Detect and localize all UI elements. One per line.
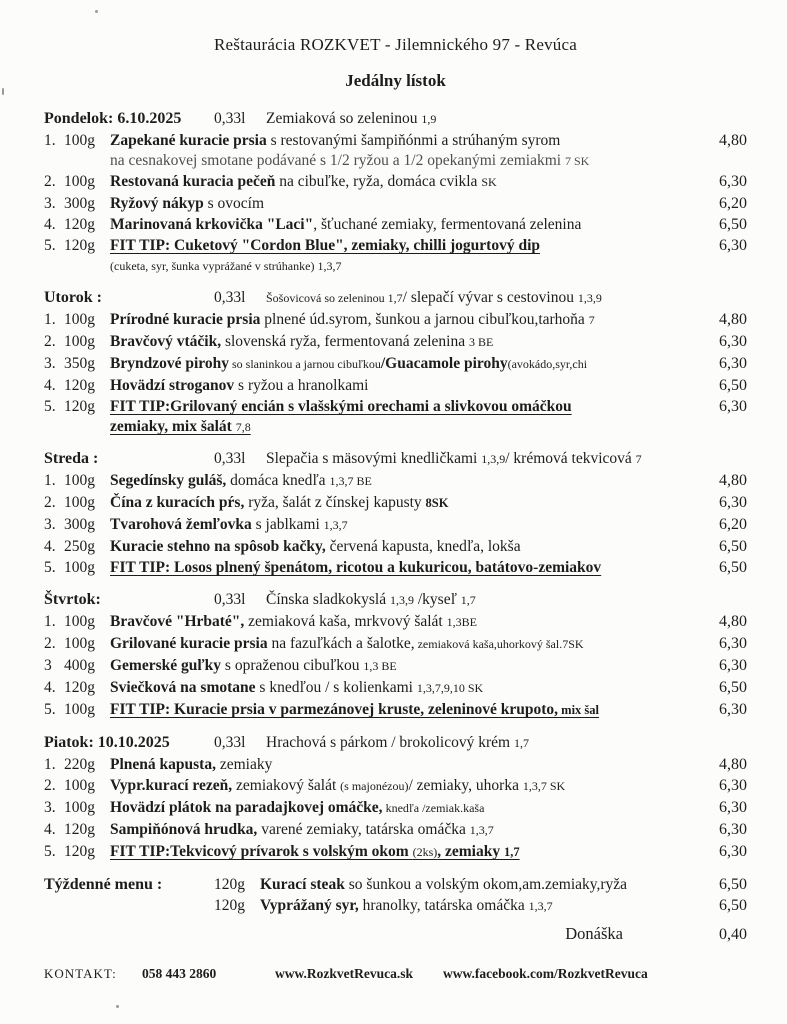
text-segment: 1,3,7 bbox=[323, 518, 348, 532]
text-segment: knedľa /zemiak.kaša bbox=[382, 801, 485, 815]
menu-item-row bbox=[44, 214, 747, 235]
text-segment: zemiaková kaša,uhorkový šal.7SK bbox=[414, 637, 584, 651]
item-number: 2. bbox=[44, 333, 56, 350]
item-number: 1. bbox=[44, 132, 56, 149]
item-price: 6,30 bbox=[719, 821, 747, 838]
text-segment: Slepačia s mäsovými knedličkami bbox=[266, 450, 482, 467]
soup-volume: 0,33l bbox=[214, 734, 246, 751]
text-segment: (2ks) bbox=[412, 845, 438, 859]
contact-website: www.RozkvetRevuca.sk bbox=[275, 966, 413, 981]
day-header bbox=[44, 732, 747, 754]
item-weight: 120g bbox=[64, 377, 95, 394]
item-price: 6,30 bbox=[719, 799, 747, 816]
day-date: 10.10.2025 bbox=[93, 734, 170, 751]
text-segment: s ovocím bbox=[203, 195, 265, 212]
item-number: 3 bbox=[44, 657, 52, 674]
text-segment: domáca knedľa bbox=[226, 472, 330, 489]
item-weight: 100g bbox=[64, 701, 95, 718]
item-price: 6,30 bbox=[719, 398, 747, 415]
item-number: 3. bbox=[44, 516, 56, 533]
text-segment: 1,7 bbox=[460, 593, 476, 607]
text-segment: na fazuľkách a šalotke, bbox=[267, 635, 415, 652]
text-segment: 1,3,7 BE bbox=[329, 474, 372, 488]
item-weight: 120g bbox=[214, 897, 245, 914]
item-weight: 350g bbox=[64, 355, 95, 372]
delivery-row bbox=[44, 923, 747, 945]
text-segment: Bravčový vtáčik, bbox=[110, 333, 222, 350]
text-segment: červená kapusta, knedľa, lokša bbox=[325, 538, 521, 555]
item-weight: 120g bbox=[64, 237, 95, 254]
day-header bbox=[44, 108, 747, 130]
menu-item-row bbox=[44, 819, 747, 841]
item-number: 4. bbox=[44, 538, 56, 555]
item-dish bbox=[110, 470, 701, 492]
weekly-menu bbox=[44, 874, 747, 917]
text-segment: zemiaky bbox=[215, 756, 273, 773]
menu-item-row bbox=[44, 171, 747, 193]
item-weight: 220g bbox=[64, 756, 95, 773]
text-segment: hranolky, tatárska omáčka bbox=[358, 897, 529, 914]
item-price: 6,30 bbox=[719, 657, 747, 674]
item-weight: 250g bbox=[64, 538, 95, 555]
day-soup bbox=[266, 448, 747, 470]
menu-item-row bbox=[44, 492, 747, 514]
item-price: 6,50 bbox=[719, 216, 747, 233]
menu-item-row bbox=[44, 309, 747, 331]
item-number: 4. bbox=[44, 679, 56, 696]
text-segment: 7 SK bbox=[564, 154, 590, 168]
underlined-text bbox=[110, 418, 251, 435]
item-number: 2. bbox=[44, 635, 56, 652]
text-segment: Hovädzí plátok na paradajkovej omáčke, bbox=[110, 799, 383, 816]
text-segment: 7 bbox=[588, 313, 595, 327]
day-name: Streda : bbox=[44, 450, 99, 467]
item-dish bbox=[110, 331, 701, 353]
text-segment: Gemerské guľky bbox=[110, 657, 222, 674]
item-dish bbox=[110, 611, 701, 633]
item-dish bbox=[110, 130, 701, 151]
item-price: 4,80 bbox=[719, 613, 747, 630]
subline-text bbox=[110, 256, 747, 276]
menu-item-row bbox=[44, 396, 747, 417]
text-segment: so slaninkou a jarnou cibuľkou bbox=[229, 357, 381, 371]
menu-item-row bbox=[44, 470, 747, 492]
menu-item-row bbox=[44, 633, 747, 655]
text-segment: 1,9 bbox=[421, 112, 437, 126]
item-price: 6,50 bbox=[719, 876, 747, 893]
day-header bbox=[44, 589, 747, 611]
text-segment: Sampiňónová hrudka, bbox=[110, 821, 258, 838]
menu-item-row bbox=[44, 235, 747, 256]
text-segment: na cesnakovej smotane podávané s 1/2 ryžou a 1/2 opekanými zemiakmi bbox=[110, 152, 565, 169]
contact-phone: 058 443 2860 bbox=[142, 966, 217, 981]
day-soup bbox=[266, 287, 747, 309]
text-segment: Hovädzí stroganov bbox=[110, 377, 235, 394]
item-weight: 400g bbox=[64, 657, 95, 674]
text-segment: Bravčové "Hrbaté", bbox=[110, 613, 245, 630]
item-dish bbox=[110, 171, 701, 193]
item-number: 3. bbox=[44, 355, 56, 372]
text-segment: s restovanými šampiňónmi a strúhaným syrom bbox=[266, 132, 561, 149]
underlined-text bbox=[110, 559, 601, 576]
item-dish bbox=[110, 309, 701, 331]
item-price: 6,30 bbox=[719, 355, 747, 372]
item-price: 6,30 bbox=[719, 701, 747, 718]
scan-artifact bbox=[2, 88, 4, 95]
text-segment: s knedľou / s kolienkami bbox=[255, 679, 417, 696]
item-price: 6,30 bbox=[719, 333, 747, 350]
text-segment: Marinovaná krkovička "Laci" bbox=[110, 216, 314, 233]
day-section bbox=[44, 287, 747, 437]
menu-item-row bbox=[44, 331, 747, 353]
item-dish bbox=[260, 874, 701, 895]
item-weight: 120g bbox=[64, 821, 95, 838]
contact-row bbox=[44, 965, 747, 983]
day-name-date bbox=[44, 589, 214, 610]
day-section bbox=[44, 589, 747, 721]
item-weight: 120g bbox=[64, 216, 95, 233]
item-number: 4. bbox=[44, 377, 56, 394]
text-segment: 1,3,9 bbox=[390, 593, 414, 607]
menu-item-row bbox=[44, 514, 747, 536]
item-dish bbox=[110, 699, 701, 721]
text-segment: 3 BE bbox=[468, 335, 494, 349]
subline-text bbox=[110, 151, 747, 171]
item-dish bbox=[110, 536, 701, 557]
item-number: 5. bbox=[44, 237, 56, 254]
text-segment: zemiaky, mix šalát bbox=[110, 418, 236, 435]
item-price: 6,20 bbox=[719, 195, 747, 212]
text-segment: so šunkou a volským okom,am.zemiaky,ryža bbox=[344, 876, 628, 893]
item-dish bbox=[110, 396, 701, 417]
text-segment: FIT TIP: Losos plnený špenátom, ricotou a kukuricou, batátovo-zemiakov bbox=[110, 559, 602, 576]
text-segment: slovenská ryža, fermentovaná zelenina bbox=[221, 333, 469, 350]
item-number: 2. bbox=[44, 777, 56, 794]
text-segment: 1,7 bbox=[504, 845, 520, 859]
day-name-date bbox=[44, 108, 214, 129]
underlined-text bbox=[110, 398, 572, 415]
text-segment: s ryžou a hranolkami bbox=[234, 377, 369, 394]
item-price: 6,50 bbox=[719, 559, 747, 576]
menu-item-row bbox=[44, 193, 747, 214]
item-weight: 100g bbox=[64, 635, 95, 652]
text-segment: varené zemiaky, tatárska omáčka bbox=[257, 821, 470, 838]
soup-volume: 0,33l bbox=[214, 289, 246, 306]
item-price: 4,80 bbox=[719, 472, 747, 489]
item-price: 6,30 bbox=[719, 777, 747, 794]
day-name-date bbox=[44, 732, 214, 753]
item-weight: 120g bbox=[64, 843, 95, 860]
text-segment: plnené úd.syrom, šunkou a jarnou cibuľkou,tarhoňa bbox=[260, 311, 589, 328]
item-price: 6,50 bbox=[719, 897, 747, 914]
item-price: 6,50 bbox=[719, 377, 747, 394]
text-segment: Grilované kuracie prsia bbox=[110, 635, 268, 652]
menu-item-row bbox=[44, 353, 747, 375]
text-segment: Zemiaková so zeleninou bbox=[266, 110, 422, 127]
text-segment: (avokádo,syr,chi bbox=[507, 357, 588, 371]
item-dish bbox=[110, 235, 701, 256]
item-number: 1. bbox=[44, 311, 56, 328]
item-dish bbox=[110, 353, 701, 375]
text-segment: zemiakový šalát bbox=[232, 777, 341, 794]
text-segment: mix šal bbox=[558, 703, 600, 717]
text-segment: ryža, šalát z čínskej kapusty bbox=[244, 494, 426, 511]
text-segment: Vyprážaný syr, bbox=[260, 897, 359, 914]
delivery-price: 0,40 bbox=[719, 926, 747, 943]
menu-item-row bbox=[44, 375, 747, 396]
day-soup bbox=[266, 732, 747, 754]
restaurant-title: Reštaurácia ROZKVET - Jilemnického 97 - Revúca bbox=[214, 35, 577, 54]
weekly-menu-row bbox=[44, 895, 747, 917]
item-price: 4,80 bbox=[719, 311, 747, 328]
menu-item-row bbox=[44, 775, 747, 797]
item-number: 3. bbox=[44, 195, 56, 212]
item-price: 6,50 bbox=[719, 538, 747, 555]
menu-item-row bbox=[44, 699, 747, 721]
day-name-date bbox=[44, 287, 214, 308]
item-weight: 100g bbox=[64, 613, 95, 630]
item-weight: 100g bbox=[64, 494, 95, 511]
menu-item-row bbox=[44, 130, 747, 151]
text-segment: Čína z kuracích pŕs, bbox=[110, 494, 245, 511]
text-segment: Prírodné kuracie prsia bbox=[110, 311, 261, 328]
item-dish bbox=[110, 514, 701, 536]
text-segment: s jablkami bbox=[251, 516, 324, 533]
item-weight: 300g bbox=[64, 195, 95, 212]
item-price: 6,30 bbox=[719, 843, 747, 860]
weekly-menu-label: Týždenné menu : bbox=[44, 876, 163, 893]
item-dish bbox=[110, 655, 701, 677]
item-number: 3. bbox=[44, 799, 56, 816]
item-price: 6,20 bbox=[719, 516, 747, 533]
item-dish bbox=[110, 677, 701, 699]
item-weight: 300g bbox=[64, 516, 95, 533]
text-segment: Bryndzové pirohy bbox=[110, 355, 229, 372]
item-weight: 100g bbox=[64, 472, 95, 489]
day-name-date bbox=[44, 448, 214, 469]
text-segment: 1,7 bbox=[513, 736, 529, 750]
text-segment: Restovaná kuracia pečeň bbox=[110, 173, 276, 190]
item-weight: 120g bbox=[214, 876, 245, 893]
day-soup bbox=[266, 589, 747, 611]
item-price: 6,30 bbox=[719, 494, 747, 511]
menu-item-row bbox=[44, 611, 747, 633]
item-dish bbox=[110, 557, 701, 578]
menu-item-row bbox=[44, 677, 747, 699]
item-number: 5. bbox=[44, 843, 56, 860]
item-price: 6,30 bbox=[719, 173, 747, 190]
item-dish bbox=[110, 193, 701, 214]
menu-item-row bbox=[44, 655, 747, 677]
underlined-text bbox=[110, 237, 540, 254]
soup-volume: 0,33l bbox=[214, 591, 246, 608]
item-number: 5. bbox=[44, 559, 56, 576]
delivery-label: Donáška bbox=[565, 924, 623, 943]
item-dish bbox=[110, 819, 701, 841]
day-date: 6.10.2025 bbox=[113, 110, 182, 127]
item-dish bbox=[110, 492, 701, 514]
item-weight: 100g bbox=[64, 777, 95, 794]
text-segment: 1,3,9 bbox=[481, 452, 506, 466]
item-price: 6,50 bbox=[719, 679, 747, 696]
item-number: 1. bbox=[44, 613, 56, 630]
text-segment: Tvarohová žemľovka bbox=[110, 516, 252, 533]
item-number: 4. bbox=[44, 821, 56, 838]
text-segment: , zemiaky bbox=[437, 843, 504, 860]
item-dish bbox=[110, 775, 701, 797]
text-segment: /kyseľ bbox=[414, 591, 461, 608]
item-weight: 100g bbox=[64, 559, 95, 576]
text-segment: 1,3 BE bbox=[363, 659, 397, 673]
text-segment: / krémová tekvicová bbox=[505, 450, 636, 467]
text-segment: FIT TIP: Kuracie prsia v parmezánovej kruste, zeleninové krupoto, bbox=[110, 701, 559, 718]
text-segment: Kuracie stehno na spôsob kačky, bbox=[110, 538, 326, 555]
day-name: Utorok : bbox=[44, 289, 102, 306]
text-segment: Kurací steak bbox=[260, 876, 345, 893]
item-dish bbox=[110, 797, 701, 819]
menu-item-row bbox=[44, 797, 747, 819]
item-weight: 120g bbox=[64, 679, 95, 696]
item-weight: 100g bbox=[64, 333, 95, 350]
day-soup bbox=[266, 108, 747, 130]
item-weight: 120g bbox=[64, 398, 95, 415]
text-segment: Šošovicová so zeleninou 1,7 bbox=[266, 291, 403, 305]
text-segment: (s majonézou) bbox=[340, 779, 409, 793]
scan-artifact bbox=[116, 1005, 119, 1008]
contact-label: KONTAKT: bbox=[44, 966, 117, 981]
item-price: 6,30 bbox=[719, 635, 747, 652]
item-number: 5. bbox=[44, 701, 56, 718]
text-segment: / zemiaky, uhorka bbox=[408, 777, 523, 794]
menu-item-row bbox=[44, 841, 747, 863]
item-dish bbox=[110, 754, 701, 775]
menu-days bbox=[44, 108, 747, 863]
item-number: 2. bbox=[44, 173, 56, 190]
weekly-menu-row bbox=[44, 874, 747, 895]
item-dish bbox=[260, 895, 701, 917]
item-number: 5. bbox=[44, 398, 56, 415]
text-segment: Zapekané kuracie prsia bbox=[110, 132, 267, 149]
day-name: Piatok: bbox=[44, 734, 94, 751]
underlined-text bbox=[110, 701, 599, 718]
soup-volume: 0,33l bbox=[214, 450, 246, 467]
item-number: 1. bbox=[44, 756, 56, 773]
text-segment: / slepačí vývar s cestovinou bbox=[402, 289, 578, 306]
text-segment: Čínska sladkokyslá bbox=[266, 591, 390, 608]
menu-item-row bbox=[44, 754, 747, 775]
item-weight: 100g bbox=[64, 132, 95, 149]
text-segment: Ryžový nákyp bbox=[110, 195, 204, 212]
text-segment: FIT TIP:Grilovaný encián s vlašskými orechami a slivkovou omáčkou bbox=[110, 398, 572, 415]
text-segment: 1,3,7 bbox=[528, 899, 553, 913]
day-section bbox=[44, 448, 747, 578]
scan-artifact bbox=[95, 10, 98, 13]
item-dish bbox=[110, 633, 701, 655]
day-name: Pondelok: bbox=[44, 110, 114, 127]
item-subline bbox=[44, 417, 747, 437]
text-segment: /Guacamole pirohy bbox=[380, 355, 508, 372]
item-number: 2. bbox=[44, 494, 56, 511]
item-price: 6,30 bbox=[719, 237, 747, 254]
item-number: 1. bbox=[44, 472, 56, 489]
day-header bbox=[44, 287, 747, 309]
item-weight: 100g bbox=[64, 173, 95, 190]
menu-title: Jedálny lístok bbox=[345, 71, 446, 90]
item-subline bbox=[44, 256, 747, 276]
text-segment: 1,3,7 SK bbox=[522, 779, 566, 793]
text-segment: Sviečková na smotane bbox=[110, 679, 256, 696]
text-segment: 7 bbox=[635, 452, 642, 466]
text-segment: Plnená kapusta, bbox=[110, 756, 216, 773]
text-segment: 1,3BE bbox=[446, 615, 477, 629]
item-weight: 100g bbox=[64, 799, 95, 816]
item-dish bbox=[110, 214, 701, 235]
text-segment: , šťuchané zemiaky, fermentovaná zelenina bbox=[313, 216, 582, 233]
item-dish bbox=[110, 375, 701, 396]
underlined-text bbox=[110, 843, 520, 860]
text-segment: 7,8 bbox=[235, 420, 251, 434]
item-price: 4,80 bbox=[719, 756, 747, 773]
day-header bbox=[44, 448, 747, 470]
text-segment: zemiaková kaša, mrkvový šalát bbox=[244, 613, 447, 630]
item-weight: 100g bbox=[64, 311, 95, 328]
text-segment: 1,3,7 bbox=[469, 823, 494, 837]
text-segment: Segedínsky guláš, bbox=[110, 472, 227, 489]
text-segment: 1,3,9 bbox=[577, 291, 602, 305]
item-dish bbox=[110, 841, 701, 863]
item-number: 4. bbox=[44, 216, 56, 233]
day-name: Štvrtok: bbox=[44, 591, 101, 608]
text-segment: FIT TIP: Cuketový "Cordon Blue", zemiaky, chilli jogurtový dip bbox=[110, 237, 541, 254]
contact-facebook: www.facebook.com/RozkvetRevuca bbox=[443, 966, 648, 981]
text-segment: s opraženou cibuľkou bbox=[221, 657, 364, 674]
text-segment: na cibuľke, ryža, domáca cvikla bbox=[275, 173, 482, 190]
menu-item-row bbox=[44, 557, 747, 578]
text-segment: 1,3,7,9,10 SK bbox=[416, 681, 484, 695]
text-segment: Hrachová s párkom / brokolicový krém bbox=[266, 734, 514, 751]
text-segment: 8SK bbox=[425, 496, 449, 510]
subline-text bbox=[110, 417, 747, 437]
soup-volume: 0,33l bbox=[214, 110, 246, 127]
text-segment: Vypr.kurací rezeň, bbox=[110, 777, 233, 794]
item-subline bbox=[44, 151, 747, 171]
text-segment: SK bbox=[481, 175, 497, 189]
item-price: 4,80 bbox=[719, 132, 747, 149]
menu-item-row bbox=[44, 536, 747, 557]
day-section bbox=[44, 108, 747, 276]
text-segment: (cuketa, syr, šunka vyprážané v strúhanke) 1,3,7 bbox=[110, 259, 342, 273]
day-section bbox=[44, 732, 747, 863]
text-segment: FIT TIP:Tekvicový prívarok s volským okom bbox=[110, 843, 413, 860]
